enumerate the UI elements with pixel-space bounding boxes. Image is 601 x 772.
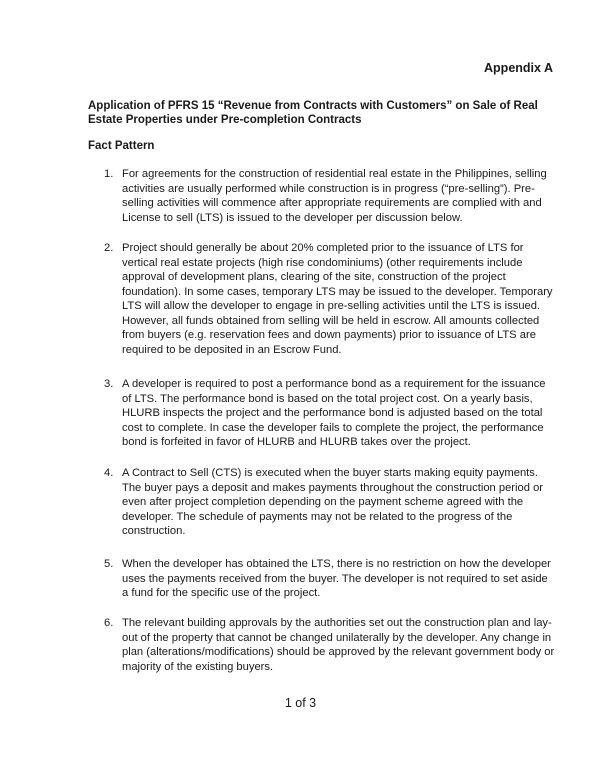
list-item-number: 5. (104, 558, 114, 570)
list-item (104, 241, 556, 357)
document-title: Application of PFRS 15 “Revenue from Contracts with Customers” on Sale of Real Estate Properties under Pre-completion Contracts (88, 100, 538, 126)
list-item (104, 466, 556, 539)
list-item (104, 616, 556, 674)
list-item-number: 4. (104, 467, 114, 479)
list-item (104, 557, 556, 601)
section-heading: Fact Pattern (88, 140, 155, 152)
list-item-text: Project should generally be about 20% completed prior to the issuance of LTS for vertical real estate projects (high rise condominiums) (other requirements include approval of development plans, clearing of the site, construction of the project foundation). In some cases, temporary LTS may be issued to the developer. Temporary LTS will allow the developer to engage in pre-selling activities until the LTS is issued. However, all funds obtained from selling will be held in escrow. All amounts collected from buyers (e.g. reservation fees and down payments) prior to issuance of LTS are required to be deposited in an Escrow Fund. (122, 242, 553, 356)
list-item-number: 6. (104, 617, 114, 629)
list-item-text: A Contract to Sell (CTS) is executed when the buyer starts making equity payments. The buyer pays a deposit and makes payments throughout the construction period or even after project completion depending on the payment scheme agreed with the developer. The schedule of payments may not be related to the progress of the construction. (122, 467, 544, 537)
page-number: 1 of 3 (284, 696, 317, 710)
list-item (104, 377, 556, 450)
list-item-text: When the developer has obtained the LTS, there is no restriction on how the developer uses the payments received from the buyer. The developer is not required to set aside a fund for the specific use of the project. (122, 558, 551, 599)
list-item-text: A developer is required to post a performance bond as a requirement for the issuance of LTS. The performance bond is based on the total project cost. On a yearly basis, HLURB inspects the project and the performance bond is adjusted based on the total cost to complete. In case the developer fails to complete the project, the performance bond is forfeited in favor of HLURB and HLURB takes over the project. (122, 378, 546, 448)
appendix-label: Appendix A (484, 61, 553, 75)
list-item-number: 3. (104, 378, 114, 390)
list-item-text: The relevant building approvals by the authorities set out the construction plan and lay-out of the property that cannot be changed unilaterally by the developer. Any change in plan (alterations/modifications) should be approved by the relevant government body or majority of the existing buyers. (122, 617, 555, 673)
list-item (104, 167, 556, 225)
list-item-text: For agreements for the construction of residential real estate in the Philippines, selling activities are usually performed while construction is in progress (“pre-selling”). Pre-selling activities will commence after appropriate requirements are complied with and License to sell (LTS) is issued to the developer per discussion below. (122, 168, 547, 224)
list-item-number: 1. (104, 168, 114, 180)
list-item-number: 2. (104, 242, 114, 254)
